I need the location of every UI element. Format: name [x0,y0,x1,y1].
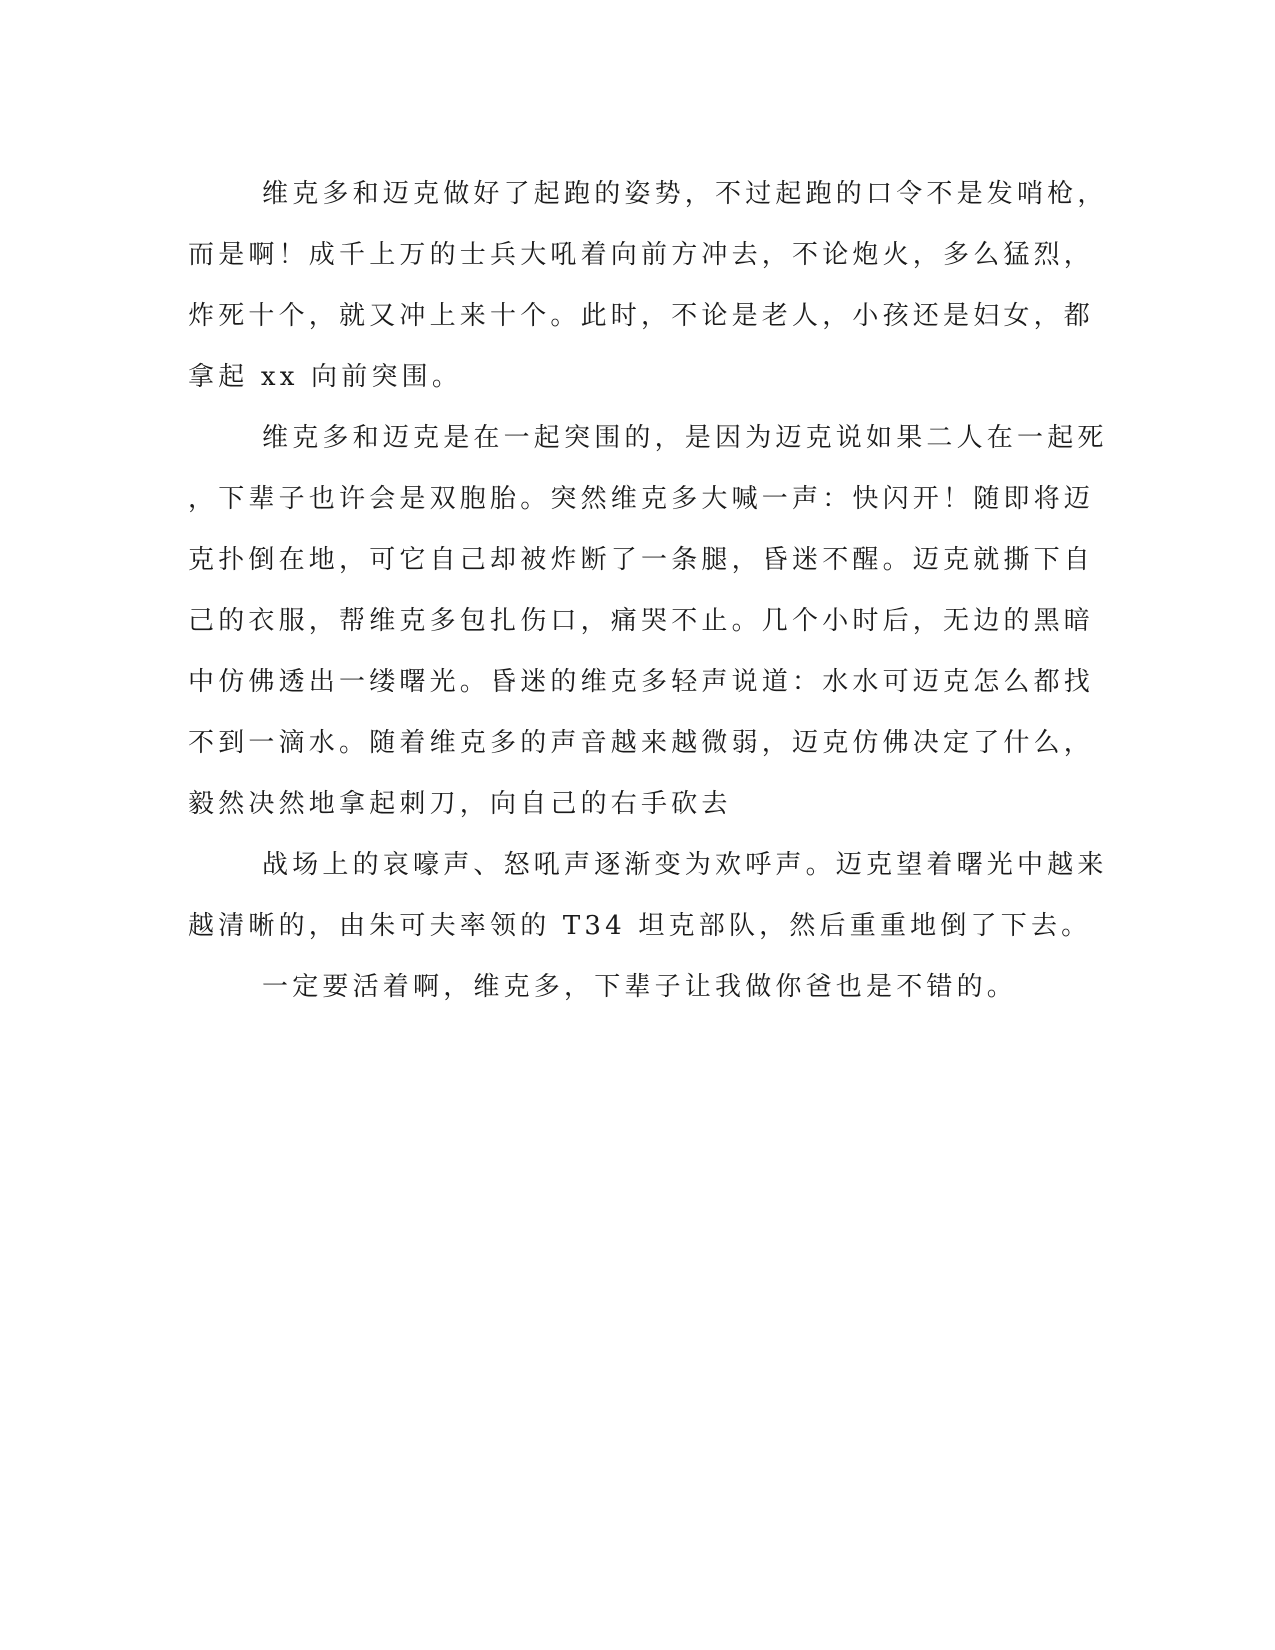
paragraph-2 [188,408,1108,835]
paragraph-line: 拿起 xx 向前突围。 [188,362,463,392]
paragraph-line: 而是啊！成千上万的士兵大吼着向前方冲去，不论炮火，多么猛烈， [188,240,1095,270]
paragraph-line: 维克多和迈克做好了起跑的姿势，不过起跑的口令不是发哨枪， [262,179,1108,209]
paragraph-line: 战场上的哀嚎声、怒吼声逐渐变为欢呼声。迈克望着曙光中越来 [262,850,1108,880]
paragraph-line: ，下辈子也许会是双胞胎。突然维克多大喊一声：快闪开！随即将迈 [188,484,1095,514]
paragraph-line: 越清晰的，由朱可夫率领的 T34 坦克部队，然后重重地倒了下去。 [188,911,1092,941]
paragraph-3 [188,835,1108,957]
paragraph-line: 维克多和迈克是在一起突围的，是因为迈克说如果二人在一起死 [262,423,1108,453]
paragraph-1 [188,164,1108,408]
paragraph-line: 己的衣服，帮维克多包扎伤口，痛哭不止。几个小时后，无边的黑暗 [188,606,1095,636]
paragraph-line: 毅然决然地拿起刺刀，向自己的右手砍去 [188,789,732,819]
paragraph-line: 克扑倒在地，可它自己却被炸断了一条腿，昏迷不醒。迈克就撕下自 [188,545,1095,575]
paragraph-line: 不到一滴水。随着维克多的声音越来越微弱，迈克仿佛决定了什么， [188,728,1095,758]
paragraph-line: 炸死十个，就又冲上来十个。此时，不论是老人，小孩还是妇女，都 [188,301,1095,331]
paragraph-4 [188,957,1078,1018]
paragraph-line: 中仿佛透出一缕曙光。昏迷的维克多轻声说道：水水可迈克怎么都找 [188,667,1095,697]
paragraph-line: 一定要活着啊，维克多，下辈子让我做你爸也是不错的。 [262,972,1018,1002]
document-body [188,164,1108,1018]
